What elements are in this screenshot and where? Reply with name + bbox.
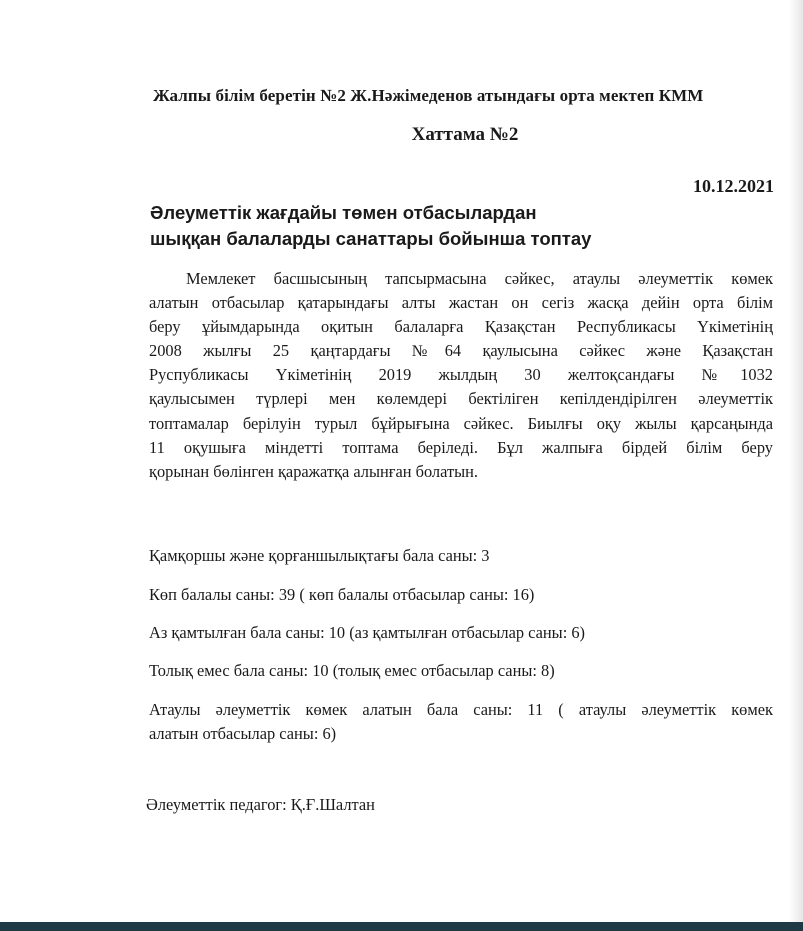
paragraph-line: қорынан бөлінген қаражатқа алынған болатын. — [149, 461, 478, 481]
subject-heading — [150, 200, 710, 252]
stat-low-income — [149, 621, 773, 645]
paragraph-line: 2008 жылғы 25 қаңтардағы №64 қаулысына сәйкес және Қазақстан — [149, 341, 773, 361]
stat-targeted-assistance — [149, 698, 773, 746]
document-title: Хаттама №2 — [411, 124, 519, 145]
body-paragraph — [149, 267, 773, 484]
paragraph-line: 11 оқушыға міндетті топтама беріледі. Бұл жалпыға бірдей білім беру — [149, 437, 773, 457]
signature-line: Әлеуметтік педагог: Қ.Ғ.Шалтан — [146, 795, 375, 814]
subject-line: шыққан балаларды санаттары бойынша топтау — [150, 228, 592, 249]
stat-line: Көп балалы саны: 39 ( көп балалы отбасылар саны: 16) — [149, 585, 535, 604]
paragraph-line: топтамалар берілуін турыл бұйрығына сәйкес. Биылғы оқу жылы қарсаңында — [149, 413, 773, 433]
stat-line: Толық емес бала саны: 10 (толық емес отбасылар саны: 8) — [149, 661, 555, 680]
stat-large-families — [149, 583, 773, 607]
subject-line: Әлеуметтік жағдайы төмен отбасылардан — [150, 202, 537, 223]
paragraph-line: Руспубликасы Үкіметінің 2019 жылдың 30 желтоқсандағы №1032 — [149, 365, 773, 385]
stat-line: алатын отбасылар саны: 6) — [149, 724, 337, 743]
paragraph-line: беру ұйымдарында оқитын балаларға Қазақстан Республикасы Үкіметінің — [149, 317, 773, 337]
paragraph-line: Мемлекет басшысының тапсырмасына сәйкес, атаулы әлеуметтік көмек — [186, 269, 773, 288]
stat-guardianship-children — [149, 544, 773, 568]
stat-incomplete-families — [149, 659, 773, 683]
paragraph-line: алатын отбасылар қатарындағы алты жастан он сегіз жасқа дейін орта білім — [149, 293, 773, 313]
stat-line: Атаулы әлеуметтік көмек алатын бала саны: 11 ( атаулы әлеуметтік көмек — [149, 700, 773, 719]
bottom-taskbar-strip — [0, 922, 803, 931]
paragraph-line: қаулысымен түрлері мен көлемдері бектіліген кепілдендірілген әлеуметтік — [149, 389, 773, 409]
stat-line: Аз қамтылған бала саны: 10 (аз қамтылған отбасылар саны: 6) — [149, 623, 585, 642]
organization-name: Жалпы білім беретін №2 Ж.Нәжімеденов атындағы орта мектеп КММ — [153, 86, 704, 105]
document-date: 10.12.2021 — [693, 176, 774, 196]
stat-line: Қамқоршы және қорғаншылықтағы бала саны: 3 — [149, 546, 490, 565]
